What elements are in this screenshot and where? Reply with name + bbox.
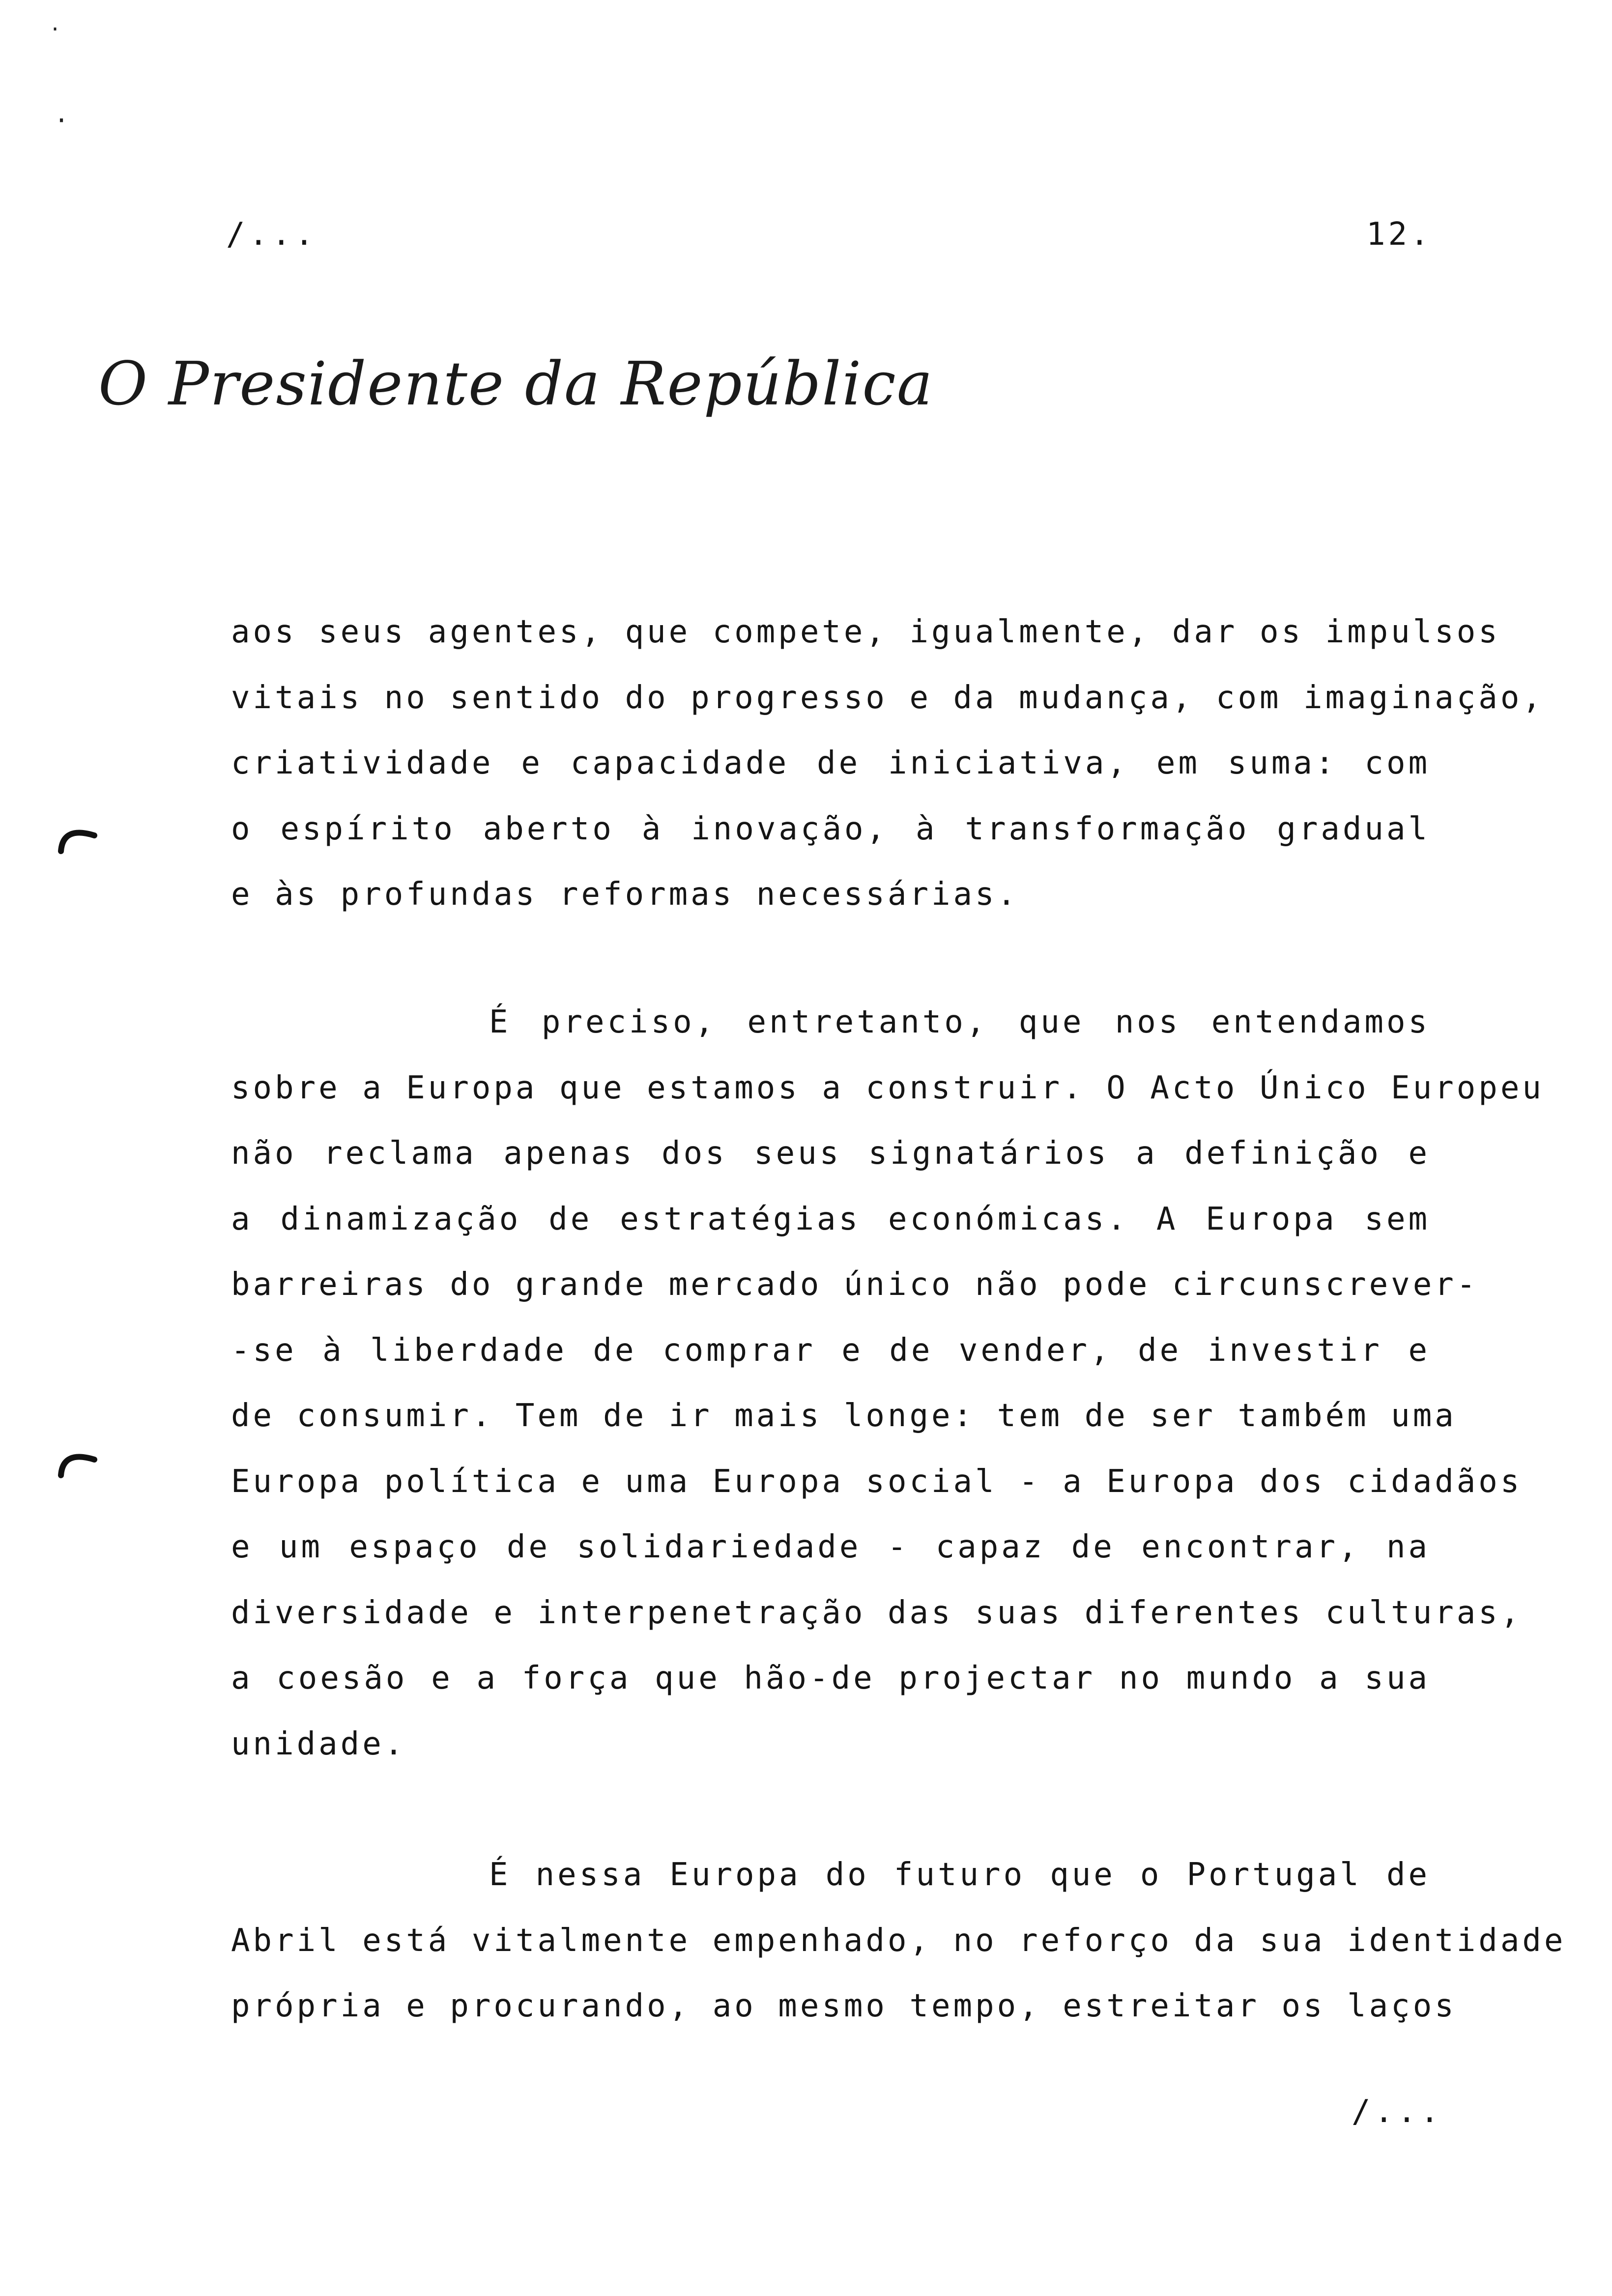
text-line: de consumir. Tem de ir mais longe: tem de ser também uma <box>231 1398 1457 1434</box>
letterhead: O Presidente da República <box>98 349 934 419</box>
text-line: Abril está vitalmente empenhado, no reforço da sua identidade <box>231 1922 1566 1959</box>
text-line: e às profundas reformas necessárias. <box>231 876 1019 913</box>
text-line: criatividade e capacidade de iniciativa, em suma: com <box>231 745 1430 781</box>
text-line: -se à liberdade de comprar e de vender, de investir e <box>231 1332 1430 1369</box>
text-line: não reclama apenas dos seus signatários a definição e <box>231 1135 1430 1172</box>
text-line: unidade. <box>231 1725 406 1762</box>
text-line: e um espaço de solidariedade - capaz de encontrar, na <box>231 1529 1430 1565</box>
text-line: a dinamização de estratégias económicas. A Europa sem <box>231 1201 1430 1237</box>
scan-speck: · <box>54 106 69 135</box>
paragraph-3 <box>231 1842 1566 2039</box>
text-line: Europa política e uma Europa social - a Europa dos cidadãos <box>231 1463 1523 1500</box>
text-line: aos seus agentes, que compete, igualmente, dar os impulsos <box>231 614 1500 650</box>
text-line: É preciso, entretanto, que nos entendamos <box>489 1004 1430 1040</box>
text-line: o espírito aberto à inovação, à transformação gradual <box>231 810 1430 847</box>
binding-mark <box>58 1445 97 1479</box>
paragraph-2 <box>231 990 1544 1777</box>
binding-mark <box>58 821 97 855</box>
text-line: própria e procurando, ao mesmo tempo, estreitar os laços <box>231 1988 1457 2024</box>
continuation-mark-bottom: /... <box>1352 2094 1443 2130</box>
text-line: sobre a Europa que estamos a construir. O Acto Único Europeu <box>231 1069 1544 1106</box>
text-line: vitais no sentido do progresso e da mudança, com imaginação, <box>231 679 1544 716</box>
text-line: barreiras do grande mercado único não pode circunscrever- <box>231 1266 1479 1303</box>
page-number: 12. <box>1366 216 1432 253</box>
scan-speck: · <box>49 18 61 41</box>
paragraph-1 <box>231 600 1544 928</box>
text-line: a coesão e a força que hão-de projectar no mundo a sua <box>231 1660 1430 1696</box>
text-line: diversidade e interpenetração das suas diferentes culturas, <box>231 1594 1523 1631</box>
text-line: É nessa Europa do futuro que o Portugal de <box>489 1857 1430 1893</box>
continuation-mark-top: /... <box>226 216 318 253</box>
